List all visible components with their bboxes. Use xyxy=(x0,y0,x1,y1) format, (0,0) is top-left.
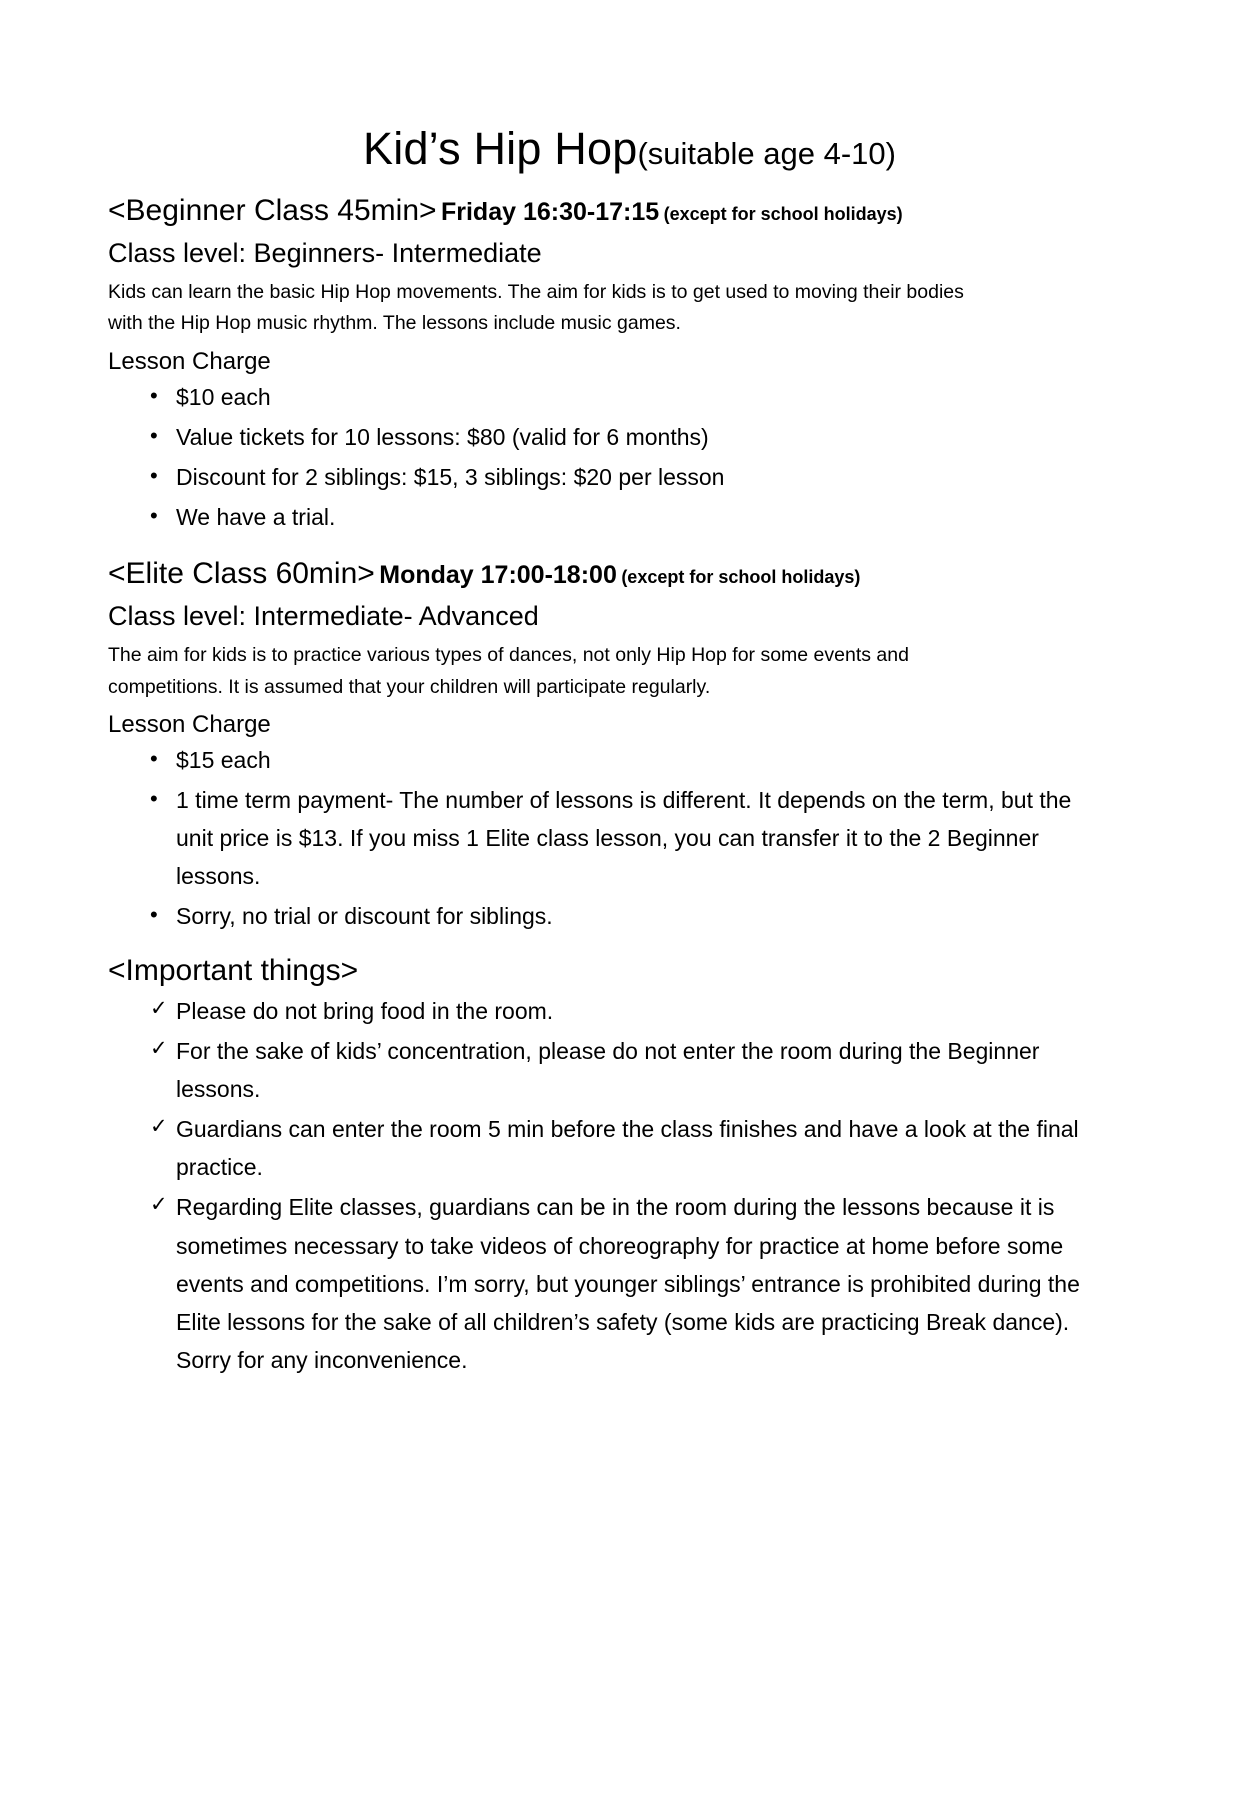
page-title-main: Kid’s Hip Hop xyxy=(363,123,638,174)
page-title xyxy=(108,124,1151,174)
list-item: ✓ Guardians can enter the room 5 min before the class finishes and have a look at the final practice. xyxy=(108,1110,1081,1186)
important-things-heading: <Important things> xyxy=(108,954,359,988)
list-item: ✓ For the sake of kids’ concentration, please do not enter the room during the Beginner lessons. xyxy=(108,1032,1081,1108)
important-things-list xyxy=(108,992,1151,1380)
beginner-lesson-charge-list xyxy=(108,379,1151,537)
elite-class-description: The aim for kids is to practice various types of dances, not only Hip Hop for some events and competitions. It is assumed that your children will participate regularly. xyxy=(108,644,909,698)
list-item: • Value tickets for 10 lessons: $80 (valid for 6 months) xyxy=(108,419,1076,457)
elite-class-schedule: Monday 17:00-18:00 xyxy=(379,560,617,589)
page-title-subtitle: (suitable age 4-10) xyxy=(637,136,896,171)
list-item: • Discount for 2 siblings: $15, 3 siblings: $20 per lesson xyxy=(108,459,1076,497)
beginner-class-schedule-note: (except for school holidays) xyxy=(663,203,903,224)
beginner-class-heading xyxy=(108,192,1151,230)
elite-class-title: <Elite Class 60min> xyxy=(108,556,375,590)
list-item: • $15 each xyxy=(108,742,1076,780)
list-item: ✓ Regarding Elite classes, guardians can be in the room during the lessons because it is sometimes necessary to take videos of choreography for practice at home before some events and competitions. I’m sorry, but younger siblings’ entrance is prohibited during the Elite lessons for the sake of all children’s safety (some kids are practicing Break dance). Sorry for any inconvenience. xyxy=(108,1188,1081,1379)
elite-class-schedule-note: (except for school holidays) xyxy=(621,566,861,587)
elite-class-level: Class level: Intermediate- Advanced xyxy=(108,601,539,632)
list-item: ✓ Please do not bring food in the room. xyxy=(108,992,1081,1030)
list-item: • We have a trial. xyxy=(108,499,1076,537)
beginner-lesson-charge-label: Lesson Charge xyxy=(108,347,271,375)
elite-lesson-charge-label: Lesson Charge xyxy=(108,711,271,739)
beginner-class-level: Class level: Beginners- Intermediate xyxy=(108,238,542,268)
beginner-class-title: <Beginner Class 45min> xyxy=(108,193,437,227)
list-item: • Sorry, no trial or discount for siblings. xyxy=(108,898,1076,936)
beginner-class-schedule: Friday 16:30-17:15 xyxy=(440,197,660,226)
elite-lesson-charge-list xyxy=(108,742,1151,936)
list-item: • 1 time term payment- The number of lessons is different. It depends on the term, but the unit price is $13. If you miss 1 Elite class lesson, you can transfer it to the 2 Beginner lessons. xyxy=(108,782,1076,896)
beginner-class-description: Kids can learn the basic Hip Hop movements. The aim for kids is to get used to moving their bodies with the Hip Hop music rhythm. The lessons include music games. xyxy=(108,280,964,335)
list-item: • $10 each xyxy=(108,379,1076,417)
elite-class-heading xyxy=(108,555,1151,593)
